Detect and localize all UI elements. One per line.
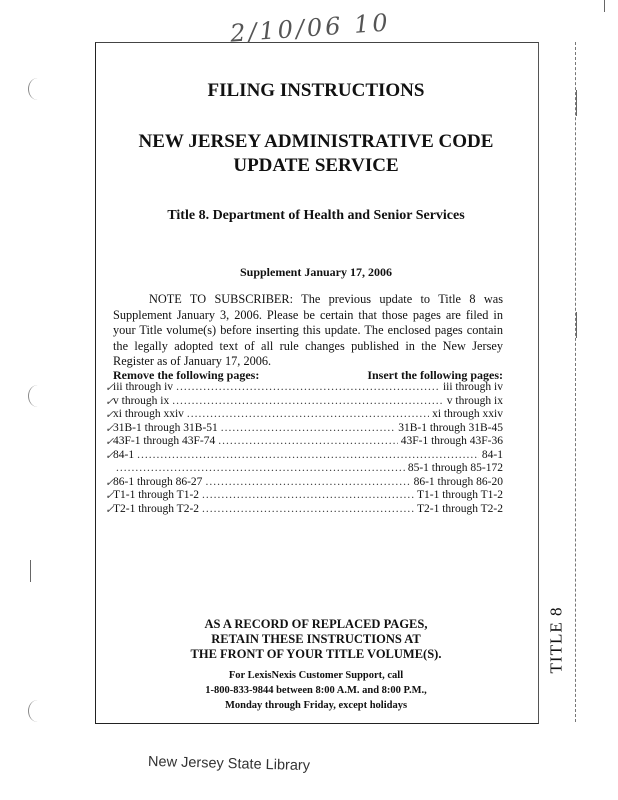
subtitle-line: NEW JERSEY ADMINISTRATIVE CODE bbox=[138, 131, 494, 152]
insert-pages: 84-1 bbox=[481, 448, 503, 461]
leader-dots bbox=[202, 503, 414, 515]
leader-dots bbox=[187, 408, 429, 420]
check-mark-icon: ✓ bbox=[105, 503, 115, 516]
library-stamp: New Jersey State Library bbox=[147, 753, 311, 775]
table-row bbox=[105, 502, 503, 517]
edge-mark bbox=[30, 560, 31, 582]
binder-hole-middle bbox=[28, 385, 47, 407]
check-mark-icon: ✓ bbox=[105, 449, 115, 462]
table-row bbox=[113, 462, 503, 476]
title-tab-label: TITLE 8 bbox=[546, 606, 566, 674]
record-line: RETAIN THESE INSTRUCTIONS AT bbox=[211, 632, 421, 646]
edge-mark bbox=[604, 0, 605, 12]
remove-pages: T1-1 through T1-2 bbox=[113, 489, 200, 501]
insert-pages: iii through iv bbox=[442, 381, 503, 393]
insert-pages: xi through xxiv bbox=[432, 408, 503, 420]
insert-pages: 85-1 through 85-172 bbox=[407, 462, 503, 474]
table-row bbox=[105, 394, 503, 409]
leader-dots bbox=[218, 435, 398, 447]
check-mark-icon: ✓ bbox=[105, 409, 115, 421]
handwritten-date: 2/10/06 10 bbox=[229, 8, 392, 48]
table-row bbox=[105, 408, 503, 422]
check-mark-icon: ✓ bbox=[105, 476, 115, 489]
binder-hole-top bbox=[28, 78, 47, 100]
check-mark-icon: ✓ bbox=[105, 395, 115, 408]
supplement-date: Supplement January 17, 2006 bbox=[239, 265, 393, 279]
leader-dots bbox=[221, 422, 395, 434]
insert-pages: v through ix bbox=[446, 394, 503, 407]
support-phone: 1-800-833-9844 between 8:00 A.M. and 8:00 P.M., bbox=[205, 685, 427, 696]
insert-pages: T1-1 through T1-2 bbox=[416, 489, 503, 501]
record-instructions bbox=[95, 617, 537, 662]
remove-pages: 31B-1 through 31B-51 bbox=[113, 421, 218, 434]
table-row bbox=[105, 381, 503, 395]
remove-column-header: Remove the following pages: bbox=[113, 368, 260, 382]
remove-pages: 86-1 through 86-27 bbox=[113, 475, 203, 488]
leader-dots bbox=[116, 462, 405, 474]
remove-pages: v through ix bbox=[113, 394, 170, 407]
table-row bbox=[105, 448, 503, 463]
remove-pages: 43F-1 through 43F-74 bbox=[113, 435, 216, 447]
check-mark-icon: ✓ bbox=[105, 490, 115, 502]
remove-pages: xi through xxiv bbox=[113, 408, 184, 420]
leader-dots bbox=[172, 395, 444, 407]
binder-hole-bottom bbox=[28, 700, 47, 722]
remove-pages: 84-1 bbox=[113, 448, 135, 461]
leader-dots bbox=[137, 449, 479, 461]
table-row bbox=[105, 475, 503, 490]
department-title: Title 8. Department of Health and Senior Services bbox=[167, 208, 465, 223]
customer-support bbox=[95, 668, 537, 713]
edge-mark bbox=[576, 312, 577, 338]
title-tab bbox=[537, 600, 575, 680]
record-line: AS A RECORD OF REPLACED PAGES, bbox=[204, 617, 428, 631]
subtitle bbox=[95, 130, 537, 178]
subtitle-line: UPDATE SERVICE bbox=[233, 155, 399, 176]
check-mark-icon: ✓ bbox=[105, 422, 115, 435]
table-row bbox=[105, 435, 503, 449]
support-line: For LexisNexis Customer Support, call bbox=[228, 670, 404, 681]
insert-pages: 86-1 through 86-20 bbox=[413, 475, 503, 488]
support-line: Monday through Friday, except holidays bbox=[224, 700, 408, 711]
check-mark-icon: ✓ bbox=[105, 436, 115, 448]
page-table bbox=[105, 381, 503, 516]
insert-pages: T2-1 through T2-2 bbox=[416, 502, 503, 515]
page-title: FILING INSTRUCTIONS bbox=[207, 80, 425, 101]
insert-column-header: Insert the following pages: bbox=[367, 368, 503, 382]
record-line: THE FRONT OF YOUR TITLE VOLUME(S). bbox=[190, 647, 442, 661]
check-mark-icon: ✓ bbox=[105, 382, 115, 394]
insert-pages: 31B-1 through 31B-45 bbox=[398, 421, 503, 434]
leader-dots bbox=[202, 489, 414, 501]
subscriber-note-text: NOTE TO SUBSCRIBER: The previous update to Title 8 was Supplement January 3, 2006. Please be certain that those pages are filed in your Title volume(s) before inserting this update. The enclosed pages contain the legally adopted text of all rule changes published in the New Jersey Register as of January 17, 2006. bbox=[113, 292, 503, 368]
subscriber-note bbox=[113, 292, 503, 370]
remove-pages: iii through iv bbox=[113, 381, 174, 393]
table-row bbox=[105, 421, 503, 436]
leader-dots bbox=[205, 476, 410, 488]
insert-pages: 43F-1 through 43F-36 bbox=[400, 435, 503, 447]
remove-pages: T2-1 through T2-2 bbox=[113, 502, 200, 515]
table-row bbox=[105, 489, 503, 503]
leader-dots bbox=[176, 381, 440, 393]
edge-mark bbox=[576, 90, 577, 116]
